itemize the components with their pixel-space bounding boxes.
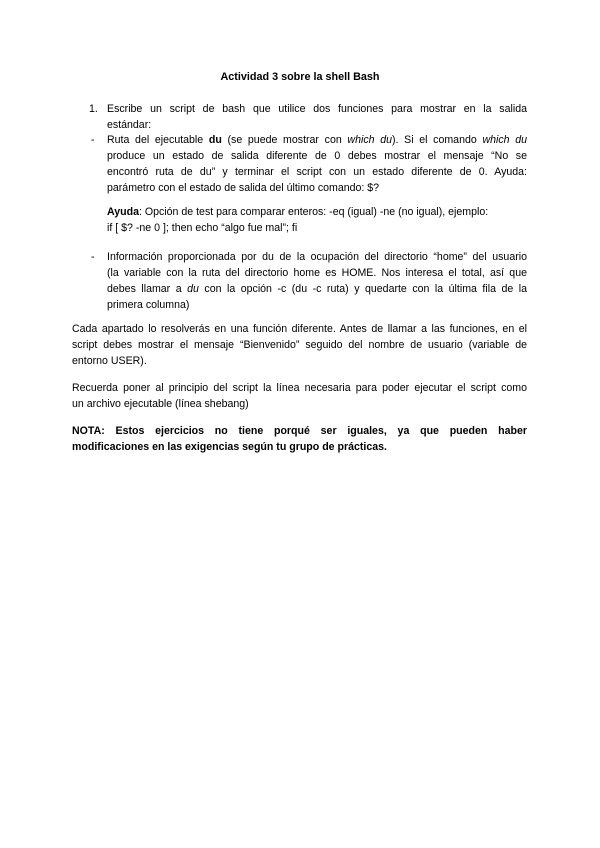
- text-run: Ruta del ejecutable: [107, 134, 209, 146]
- nota-line-1: NOTA: Estos ejercicios no tiene porqué ser iguales, ya que pueden haber: [72, 425, 527, 437]
- list-item-3-line-4: primera columna): [107, 299, 190, 311]
- list-item-3: [107, 249, 527, 313]
- italic-run: which du: [347, 134, 392, 146]
- paragraph-line-2: script debes mostrar el mensaje “Bienvenido” seguido del nombre de usuario (variable de: [72, 339, 527, 351]
- list-marker-1: 1.: [89, 103, 98, 115]
- paragraph-functions: [72, 321, 527, 369]
- list-item-2-line-4: parámetro con el estado de salida del último comando: $?: [107, 182, 380, 194]
- bold-run: du: [208, 134, 222, 146]
- text-run: debes llamar a: [107, 283, 188, 295]
- paragraph-line-2: un archivo ejecutable (línea shebang): [72, 398, 249, 410]
- list-item-3-line-2: (la variable con la ruta del directorio home es HOME. Nos interesa el total, así que: [107, 267, 527, 279]
- ayuda-label: Ayuda: [107, 206, 139, 218]
- paragraph-line-1: Cada apartado lo resolverás en una función diferente. Antes de llamar a las funciones, en el: [72, 323, 527, 335]
- list-item-2: [107, 132, 527, 196]
- list-marker-3: -: [91, 251, 95, 263]
- ayuda-line-2: if [ $? -ne 0 ]; then echo “algo fue mal”; fi: [107, 222, 298, 234]
- text-run: (se puede mostrar con: [221, 134, 348, 146]
- paragraph-line-3: entorno USER).: [72, 355, 147, 367]
- ayuda-line-1: [107, 204, 527, 220]
- list-item-2-line-3: encontró ruta de du” y terminar el script con un estado diferente de 0. Ayuda:: [107, 166, 527, 178]
- italic-run: du: [187, 283, 199, 295]
- nota-line-2: modificaciones en las exigencias según tu grupo de prácticas.: [72, 441, 387, 453]
- paragraph-shebang: [72, 380, 527, 412]
- text-run: ). Si el comando: [391, 134, 483, 146]
- nota-paragraph: [72, 423, 527, 455]
- list-item-3-line-3: [107, 281, 527, 297]
- list-marker-2: -: [91, 134, 95, 146]
- ayuda-note: [107, 204, 527, 236]
- text-run: con la opción -c (du -c ruta) y quedarte con la última fila de la: [198, 283, 527, 295]
- ayuda-text: : Opción de test para comparar enteros: -eq (igual) -ne (no igual), ejemplo:: [138, 206, 489, 218]
- paragraph-line-1: Recuerda poner al principio del script la línea necesaria para poder ejecutar el script como: [72, 382, 527, 394]
- italic-run: which du: [482, 134, 528, 146]
- list-item-2-line-2: produce un estado de salida diferente de 0 debes mostrar el mensaje “No se: [107, 150, 527, 162]
- document-title: Actividad 3 sobre la shell Bash: [220, 71, 380, 83]
- list-item-1-line-1: Escribe un script de bash que utilice dos funciones para mostrar en la salida: [107, 103, 527, 115]
- list-item-1-line-2: estándar:: [107, 119, 152, 131]
- list-item-2-line-1: [107, 132, 527, 148]
- list-item-1: [107, 101, 527, 133]
- list-item-3-line-1: Información proporcionada por du de la ocupación del directorio “home” del usuario: [107, 251, 527, 263]
